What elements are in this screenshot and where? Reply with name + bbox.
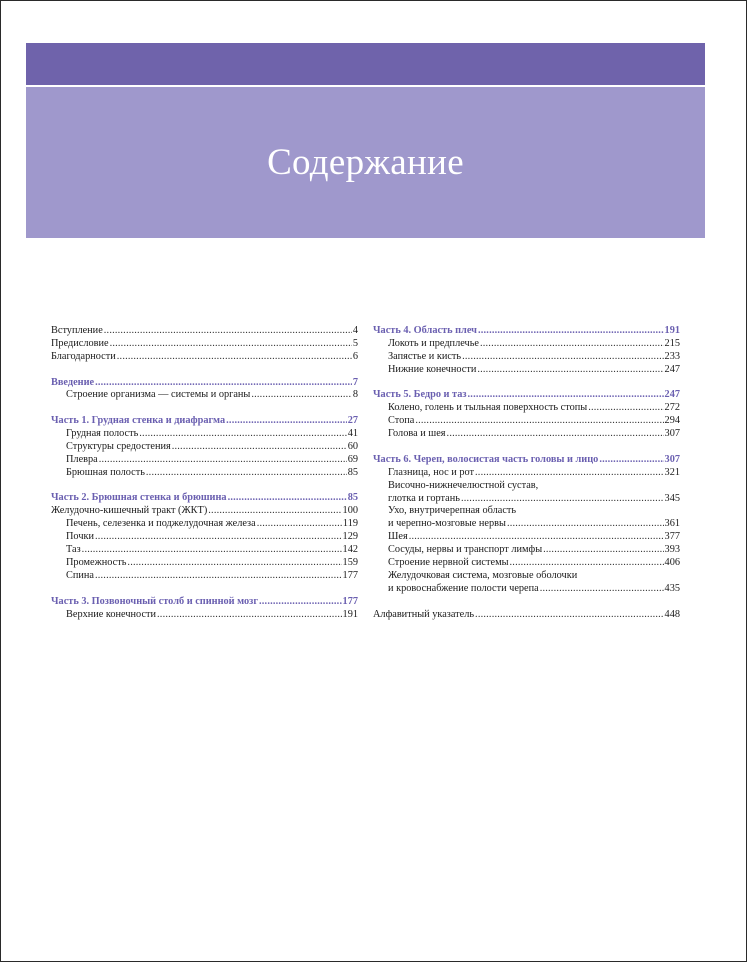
toc-page-number: 435: [664, 582, 680, 594]
toc-page-number: 247: [664, 363, 680, 375]
dot-leader: [409, 531, 664, 544]
toc-spacer: [373, 377, 680, 390]
toc-entry[interactable]: [373, 493, 680, 506]
dot-leader: [99, 454, 347, 467]
toc-page-number: 85: [347, 492, 358, 504]
toc-entry[interactable]: [373, 467, 680, 480]
toc-page-number: 215: [664, 337, 680, 349]
toc-entry-title: Промежность: [66, 556, 127, 568]
toc-column-left: [51, 325, 358, 621]
toc-entry[interactable]: [373, 531, 680, 544]
toc-entry[interactable]: [51, 531, 358, 544]
toc-part-heading[interactable]: [51, 492, 358, 505]
dot-leader: [475, 467, 664, 480]
toc-page-number: 294: [664, 415, 680, 427]
dot-leader: [104, 325, 352, 338]
toc-entry-title: Введение: [51, 376, 95, 388]
dot-leader: [477, 364, 663, 377]
toc-entry-title: Желудочно-кишечный тракт (ЖКТ): [51, 505, 208, 517]
toc-part-heading[interactable]: [51, 377, 358, 390]
toc-page-number: 345: [664, 492, 680, 504]
toc-entry[interactable]: [51, 454, 358, 467]
dot-leader: [415, 415, 663, 428]
dot-leader: [127, 557, 341, 570]
toc-page-number: 272: [664, 402, 680, 414]
dot-leader: [475, 609, 664, 622]
toc-entry[interactable]: [51, 428, 358, 441]
toc-page-number: 191: [664, 325, 680, 336]
toc-page-number: 69: [347, 453, 358, 465]
toc-part-heading[interactable]: [51, 415, 358, 428]
toc-entry-title: Строение организма — системы и органы: [66, 389, 251, 401]
toc-entry-title: Таз: [66, 544, 81, 556]
toc-page-number: 448: [664, 608, 680, 620]
toc-entry-title: Грудная полость: [66, 428, 139, 440]
toc-page-number: 6: [352, 350, 358, 362]
toc-entry-title: Благодарности: [51, 350, 116, 362]
dot-leader: [259, 596, 342, 609]
toc-entry-title: Строение нервной системы: [388, 557, 509, 569]
toc-entry[interactable]: [373, 557, 680, 570]
dot-leader: [257, 518, 342, 531]
toc-entry-title: Алфавитный указатель: [373, 608, 475, 620]
toc-entry-title: Часть 2. Брюшная стенка и брюшина: [51, 492, 227, 504]
toc-entry[interactable]: [373, 351, 680, 364]
dot-leader: [462, 351, 663, 364]
toc-entry[interactable]: [373, 609, 680, 622]
toc-entry[interactable]: [373, 338, 680, 351]
dot-leader: [588, 402, 663, 415]
dot-leader: [461, 493, 664, 506]
toc-page-number: 85: [347, 466, 358, 478]
toc-entry-title: Голова и шея: [388, 428, 446, 440]
toc-entry[interactable]: [51, 441, 358, 454]
toc-entry[interactable]: [51, 518, 358, 531]
toc-entry-title: и черепно-мозговые нервы: [388, 518, 506, 530]
toc-spacer: [51, 364, 358, 377]
toc-page-number: 177: [342, 595, 358, 607]
toc-entry[interactable]: [51, 351, 358, 364]
dot-leader: [117, 351, 352, 364]
toc-page-number: 5: [352, 337, 358, 349]
dot-leader: [82, 544, 342, 557]
toc-page-number: 129: [342, 531, 358, 543]
toc-spacer: [51, 480, 358, 493]
toc-entry-title: Колено, голень и тыльная поверхность стопы: [388, 402, 588, 414]
toc-part-heading[interactable]: [373, 454, 680, 467]
toc-page-number: 361: [664, 518, 680, 530]
toc-page-number: 100: [342, 505, 358, 517]
toc-page-number: 119: [342, 518, 358, 530]
dot-leader: [543, 544, 663, 557]
dot-leader: [146, 467, 347, 480]
toc-entry[interactable]: [373, 364, 680, 377]
toc-entry[interactable]: [51, 338, 358, 351]
dot-leader: [95, 531, 342, 544]
toc-page-number: 142: [342, 544, 358, 556]
toc-entry-title: Часть 1. Грудная стенка и диафрагма: [51, 415, 226, 427]
toc-entry-title: Стопа: [388, 415, 415, 427]
dot-leader: [251, 389, 352, 402]
toc-entry-continuation: Ухо, внутричерепная область: [388, 505, 517, 517]
toc-spacer: [373, 596, 680, 609]
toc-entry-title: Предисловие: [51, 337, 109, 349]
toc-entry[interactable]: [51, 505, 358, 518]
toc-entry[interactable]: [51, 609, 358, 622]
toc-entry-title: Печень, селезенка и поджелудочная железа: [66, 518, 256, 530]
toc-page-number: 8: [352, 389, 358, 401]
toc-entry-continuation: Желудочковая система, мозговые оболочки: [388, 570, 578, 581]
toc-spacer: [51, 402, 358, 415]
toc-entry[interactable]: [373, 583, 680, 596]
dot-leader: [228, 492, 347, 505]
toc-entry-title: Плевра: [66, 453, 98, 465]
toc-page-number: 41: [347, 428, 358, 440]
toc-entry-title: Шея: [388, 531, 408, 543]
toc-entry-title: Глазница, нос и рот: [388, 466, 475, 478]
dot-leader: [480, 338, 664, 351]
toc-column-right: [373, 325, 680, 622]
toc-entry-title: глотка и гортань: [388, 492, 460, 504]
toc-entry-continuation: Височно-нижнечелюстной сустав,: [388, 479, 539, 491]
toc-entry[interactable]: [373, 544, 680, 557]
toc-entry[interactable]: [373, 518, 680, 531]
toc-page-number: 4: [352, 325, 358, 336]
toc-page-number: 27: [347, 415, 358, 427]
toc-part-heading[interactable]: [373, 389, 680, 402]
toc-page-number: 191: [342, 608, 358, 620]
title-banner: [26, 87, 705, 238]
toc-entry-title: Часть 3. Позвоночный столб и спинной мозг: [51, 595, 258, 607]
toc-entry-title: Почки: [66, 531, 95, 543]
toc-entry[interactable]: [51, 557, 358, 570]
toc-spacer: [51, 583, 358, 596]
toc-page-number: 60: [347, 440, 358, 452]
toc-spacer: [373, 441, 680, 454]
toc-entry-title: Брюшная полость: [66, 466, 145, 478]
toc-entry-title: Спина: [66, 569, 94, 581]
toc-entry[interactable]: [51, 389, 358, 402]
toc-page-number: 307: [664, 453, 680, 465]
toc-page-number: 159: [342, 556, 358, 568]
dot-leader: [599, 454, 663, 467]
toc-entry-title: Часть 6. Череп, волосистая часть головы и лицо: [373, 453, 599, 465]
toc-entry-title: и кровоснабжение полости черепа: [388, 582, 539, 594]
dot-leader: [157, 609, 342, 622]
dot-leader: [468, 389, 664, 402]
toc-entry[interactable]: [373, 402, 680, 415]
toc-entry[interactable]: [51, 467, 358, 480]
toc-entry-title: Структуры средостения: [66, 440, 171, 452]
toc-entry-title: Нижние конечности: [388, 363, 477, 375]
page-title: Содержание: [267, 142, 464, 183]
dot-leader: [139, 428, 346, 441]
toc-page-number: 321: [664, 466, 680, 478]
dot-leader: [507, 518, 664, 531]
toc-entry[interactable]: [373, 428, 680, 441]
toc-entry-title: Локоть и предплечье: [388, 337, 479, 349]
dot-leader: [540, 583, 664, 596]
toc-page-number: 406: [664, 557, 680, 569]
dot-leader: [172, 441, 347, 454]
dot-leader: [208, 505, 341, 518]
toc-page-number: 177: [342, 569, 358, 581]
toc-part-heading[interactable]: [373, 325, 680, 338]
toc-page-number: 233: [664, 350, 680, 362]
dot-leader: [95, 570, 342, 583]
toc-page-number: 393: [664, 544, 680, 556]
toc-part-heading[interactable]: [51, 596, 358, 609]
toc-entry-title: Верхние конечности: [66, 608, 157, 620]
toc-entry-title: Запястье и кисть: [388, 350, 462, 362]
dot-leader: [95, 377, 352, 390]
toc-entry[interactable]: [51, 544, 358, 557]
header-band: [26, 43, 705, 85]
toc-entry-title: Сосуды, нервы и транспорт лимфы: [388, 544, 543, 556]
toc-page-number: 307: [664, 428, 680, 440]
toc-entry-title: Часть 5. Бедро и таз: [373, 389, 467, 401]
dot-leader: [226, 415, 347, 428]
toc-entry[interactable]: [51, 570, 358, 583]
toc-entry[interactable]: [51, 325, 358, 338]
toc-entry[interactable]: [373, 415, 680, 428]
toc-page-number: 7: [352, 376, 358, 388]
toc-entry-title: Вступление: [51, 325, 103, 336]
toc-page-number: 377: [664, 531, 680, 543]
toc-page-number: 247: [664, 389, 680, 401]
toc-entry-title: Часть 4. Область плеч: [373, 325, 477, 336]
dot-leader: [110, 338, 352, 351]
dot-leader: [478, 325, 664, 338]
dot-leader: [447, 428, 664, 441]
dot-leader: [510, 557, 664, 570]
